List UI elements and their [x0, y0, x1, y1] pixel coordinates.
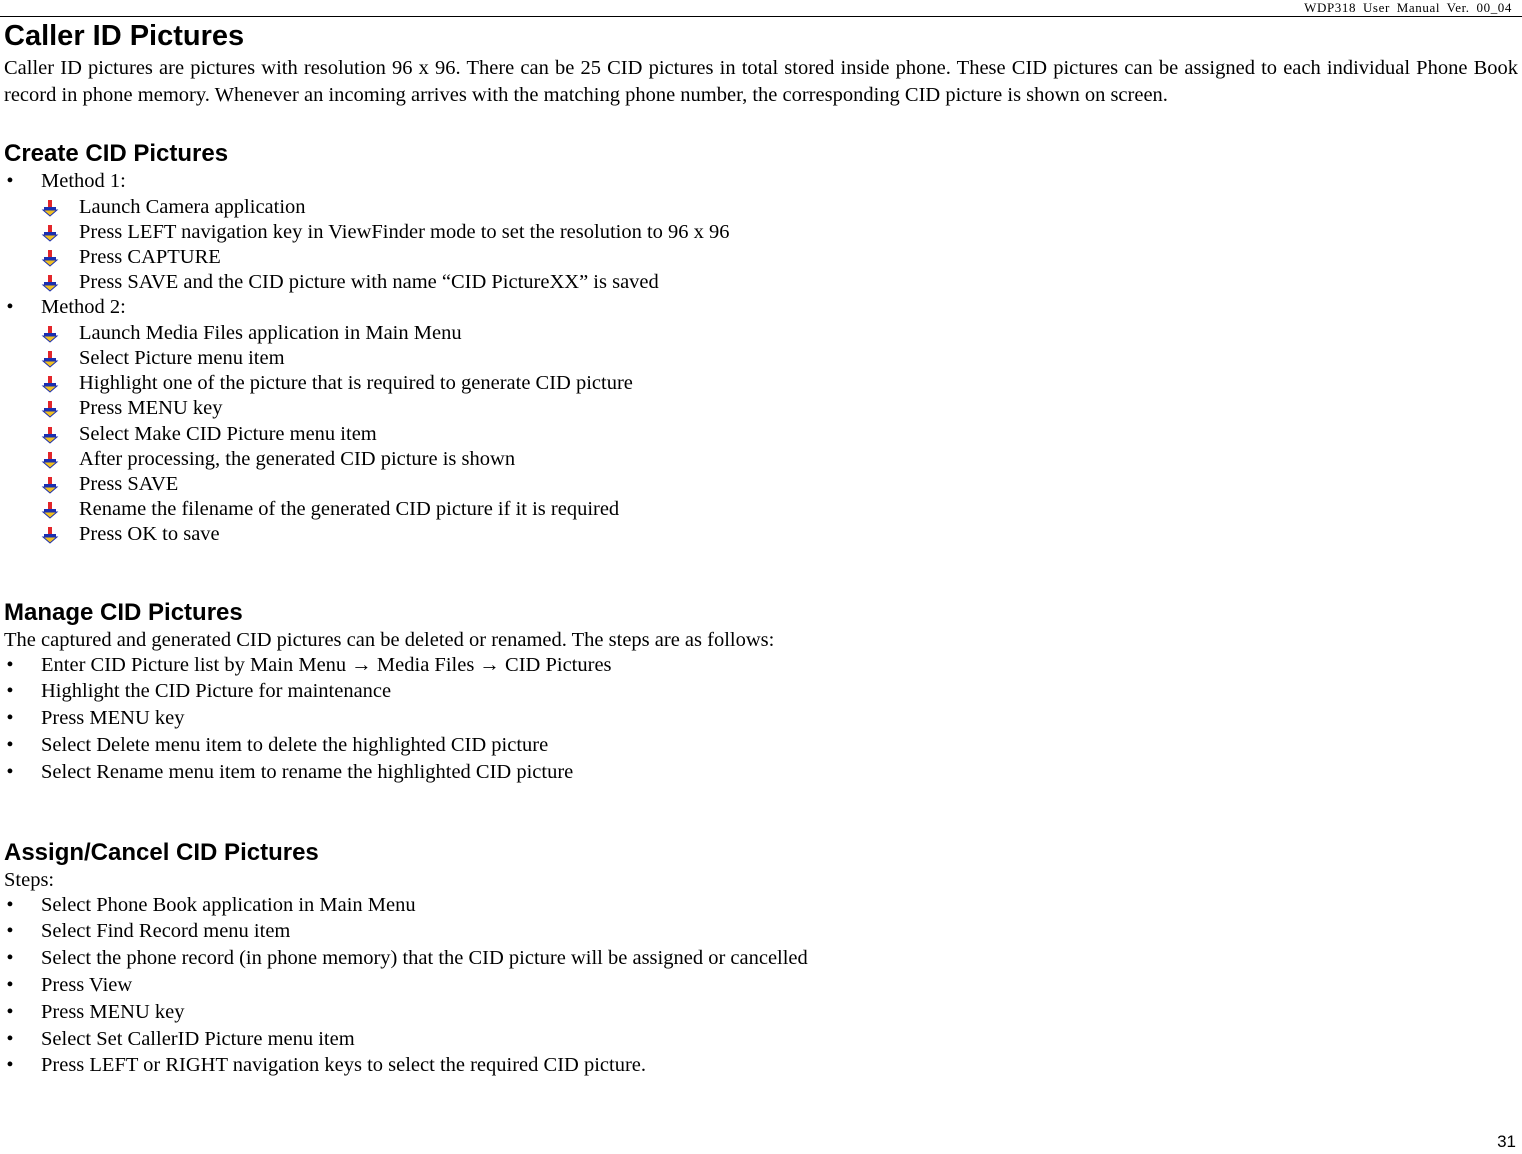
header-text: WDP318 User Manual Ver. 00_04 [1304, 0, 1512, 15]
list-item-text: Enter CID Picture list by Main Menu → Media Files → CID Pictures [41, 653, 612, 676]
list-item [4, 705, 1518, 732]
list-item-text: Select Set CallerID Picture menu item [41, 1027, 355, 1050]
bullet-dot-icon: • [6, 680, 14, 703]
list-item [4, 1052, 1518, 1079]
arrow-down-bullet-icon [41, 325, 59, 343]
list-item [4, 918, 1518, 945]
list-item-text: Select Phone Book application in Main Menu [41, 893, 416, 916]
intro-paragraph: Caller ID pictures are pictures with resolution 96 x 96. There can be 25 CID pictures in total stored inside phone. These CID pictures can be assigned to each individual Phone Book record in phone memory. Whenever an incoming arrives with the matching phone number, the corresponding CID picture is shown on screen. [4, 57, 1518, 106]
method-2-steps [4, 321, 1518, 548]
list-item-text: Select the phone record (in phone memory) that the CID picture will be assigned or cancelled [41, 947, 808, 970]
bullet-dot-icon: • [6, 947, 14, 970]
list-item-text: Press View [41, 974, 133, 997]
list-item-text: Select Delete menu item to delete the highlighted CID picture [41, 734, 549, 757]
create-heading: Create CID Pictures [4, 140, 229, 167]
step-text: Press LEFT navigation key in ViewFinder mode to set the resolution to 96 x 96 [79, 220, 730, 243]
step-item [4, 245, 1518, 270]
step-item [4, 321, 1518, 346]
list-item [4, 945, 1518, 972]
list-item [4, 972, 1518, 999]
manage-heading: Manage CID Pictures [4, 598, 243, 626]
arrow-down-bullet-icon [41, 400, 59, 418]
step-item [4, 497, 1518, 522]
step-item [4, 371, 1518, 396]
step-item [4, 422, 1518, 447]
list-item-text: Press LEFT or RIGHT navigation keys to select the required CID picture. [41, 1054, 647, 1077]
arrow-down-bullet-icon [41, 501, 59, 519]
manage-intro: The captured and generated CID pictures can be deleted or renamed. The steps are as follows: [4, 628, 775, 651]
arrow-down-bullet-icon [41, 199, 59, 217]
arrow-down-bullet-icon [41, 375, 59, 393]
arrow-down-bullet-icon [41, 426, 59, 444]
list-item-text: Highlight the CID Picture for maintenance [41, 680, 392, 703]
step-item [4, 220, 1518, 245]
method-2-item [4, 295, 1518, 321]
bullet-dot-icon: • [6, 893, 14, 916]
bullet-dot-icon: • [6, 1027, 14, 1050]
document-body [4, 17, 1518, 1079]
bullet-dot-icon: • [6, 734, 14, 757]
list-item-text: Press MENU key [41, 1000, 185, 1023]
method-1-steps [4, 195, 1518, 296]
arrow-down-bullet-icon [41, 224, 59, 242]
list-item [4, 999, 1518, 1026]
method-label: Method 1: [41, 170, 126, 192]
step-text: Select Picture menu item [79, 347, 285, 370]
bullet-dot-icon: • [6, 1000, 14, 1023]
assign-intro: Steps: [4, 868, 55, 891]
step-text: Highlight one of the picture that is required to generate CID picture [79, 372, 633, 395]
step-text: Press SAVE and the CID picture with name “CID PictureXX” is saved [79, 271, 659, 294]
step-text: Press CAPTURE [79, 245, 221, 268]
arrow-down-bullet-icon [41, 451, 59, 469]
page-number: 31 [1497, 1132, 1516, 1151]
bullet-dot-icon: • [6, 170, 14, 192]
list-item [4, 678, 1518, 705]
assign-steps-list [4, 892, 1518, 1080]
step-text: Press OK to save [79, 523, 220, 546]
step-text: Launch Media Files application in Main Menu [79, 321, 462, 344]
bullet-dot-icon: • [6, 974, 14, 997]
step-item [4, 522, 1518, 547]
list-item [4, 1026, 1518, 1053]
step-text: Launch Camera application [79, 195, 306, 218]
step-item [4, 195, 1518, 220]
arrow-down-bullet-icon [41, 274, 59, 292]
arrow-down-bullet-icon [41, 350, 59, 368]
list-item [4, 892, 1518, 919]
step-item [4, 396, 1518, 421]
list-item-text: Select Find Record menu item [41, 920, 291, 943]
arrow-down-bullet-icon [41, 249, 59, 267]
create-methods-list [4, 169, 1518, 548]
step-text: After processing, the generated CID picture is shown [79, 447, 516, 470]
list-item-text: Press MENU key [41, 707, 185, 730]
step-item [4, 472, 1518, 497]
list-item [4, 759, 1518, 786]
list-item [4, 652, 1518, 679]
bullet-dot-icon: • [6, 296, 14, 319]
manage-steps-list [4, 652, 1518, 786]
bullet-dot-icon: • [6, 707, 14, 730]
arrow-down-bullet-icon [41, 476, 59, 494]
step-text: Press SAVE [79, 473, 179, 496]
method-label: Method 2: [41, 296, 126, 319]
assign-heading: Assign/Cancel CID Pictures [4, 838, 319, 866]
list-item-text: Select Rename menu item to rename the highlighted CID picture [41, 760, 574, 783]
step-text: Rename the filename of the generated CID picture if it is required [79, 498, 620, 521]
step-item [4, 346, 1518, 371]
bullet-dot-icon: • [6, 1054, 14, 1077]
bullet-dot-icon: • [6, 920, 14, 943]
step-text: Select Make CID Picture menu item [79, 422, 377, 445]
method-1-item [4, 169, 1518, 195]
step-text: Press MENU key [79, 397, 223, 420]
page-header [0, 0, 1522, 17]
bullet-dot-icon: • [6, 653, 14, 676]
bullet-dot-icon: • [6, 760, 14, 783]
step-item [4, 447, 1518, 472]
step-item [4, 270, 1518, 295]
page-title: Caller ID Pictures [4, 20, 245, 52]
arrow-down-bullet-icon [41, 526, 59, 544]
list-item [4, 732, 1518, 759]
